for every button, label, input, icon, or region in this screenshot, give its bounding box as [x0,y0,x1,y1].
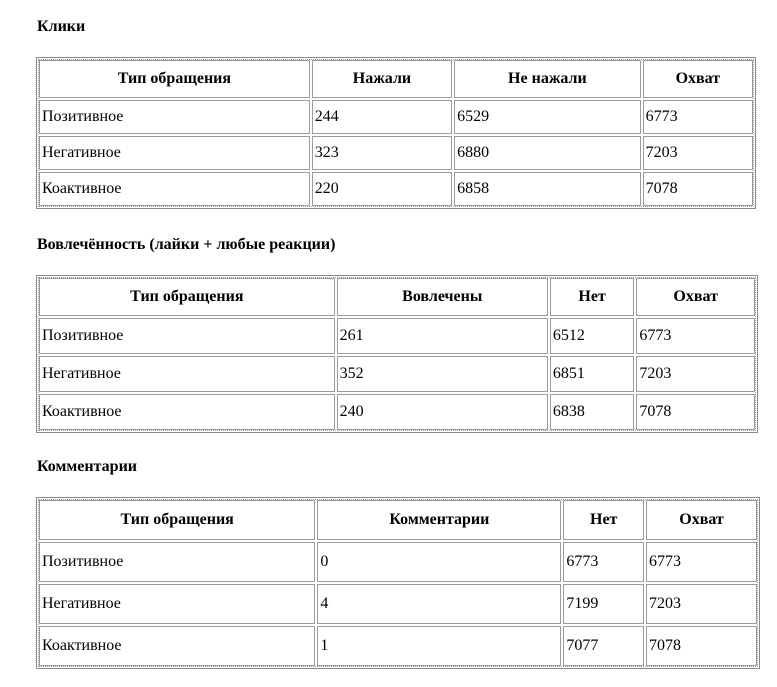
column-header: Охват [646,500,757,540]
column-header: Нет [550,278,634,316]
table-row [39,136,753,170]
table-row [39,584,757,624]
table-cell: 6858 [454,172,641,206]
table-cell: 1 [317,626,561,666]
table-cell: Коактивное [39,172,310,206]
comments-table [36,497,760,669]
table-cell: 6880 [454,136,641,170]
table-cell: 6529 [454,100,641,134]
table-cell: 323 [312,136,452,170]
table-row [39,626,757,666]
table-cell: 6773 [563,542,644,582]
column-header: Охват [636,278,755,316]
table-cell: Коактивное [39,626,315,666]
table-cell: 220 [312,172,452,206]
table-cell: 6512 [550,318,634,354]
table-cell: 7077 [563,626,644,666]
clicks-table [36,57,756,209]
section-title-clicks: Клики [37,18,86,35]
column-header: Тип обращения [39,500,315,540]
column-header: Вовлечены [337,278,548,316]
table-cell: 6838 [550,394,634,430]
table-row [39,394,755,430]
table-cell: 4 [317,584,561,624]
table-cell: 6851 [550,356,634,392]
table-row [39,356,755,392]
section-title-engagement: Вовлечённость (лайки + любые реакции) [37,236,336,253]
table-cell: 7203 [646,584,757,624]
column-header: Комментарии [317,500,561,540]
table-row [39,318,755,354]
table-cell: 6773 [646,542,757,582]
table-cell: 7203 [643,136,753,170]
table-cell: Коактивное [39,394,335,430]
table-cell: 352 [337,356,548,392]
table-cell: 244 [312,100,452,134]
table-header-row [39,500,757,540]
table-cell: Негативное [39,584,315,624]
table-cell: 6773 [643,100,753,134]
table-cell: 261 [337,318,548,354]
column-header: Тип обращения [39,278,335,316]
column-header: Нажали [312,60,452,98]
table-row [39,100,753,134]
table-cell: Позитивное [39,318,335,354]
table-cell: Негативное [39,356,335,392]
column-header: Охват [643,60,753,98]
section-title-comments: Комментарии [37,458,138,475]
table-header-row [39,278,755,316]
table-cell: Позитивное [39,542,315,582]
table-cell: Негативное [39,136,310,170]
table-cell: 7199 [563,584,644,624]
table-row [39,172,753,206]
table-row [39,542,757,582]
engagement-table [36,275,758,433]
column-header: Нет [563,500,644,540]
table-cell: 6773 [636,318,755,354]
table-cell: 7078 [643,172,753,206]
table-cell: 7078 [646,626,757,666]
column-header: Тип обращения [39,60,310,98]
table-header-row [39,60,753,98]
table-cell: 240 [337,394,548,430]
table-cell: Позитивное [39,100,310,134]
column-header: Не нажали [454,60,641,98]
table-cell: 0 [317,542,561,582]
table-cell: 7203 [636,356,755,392]
table-cell: 7078 [636,394,755,430]
